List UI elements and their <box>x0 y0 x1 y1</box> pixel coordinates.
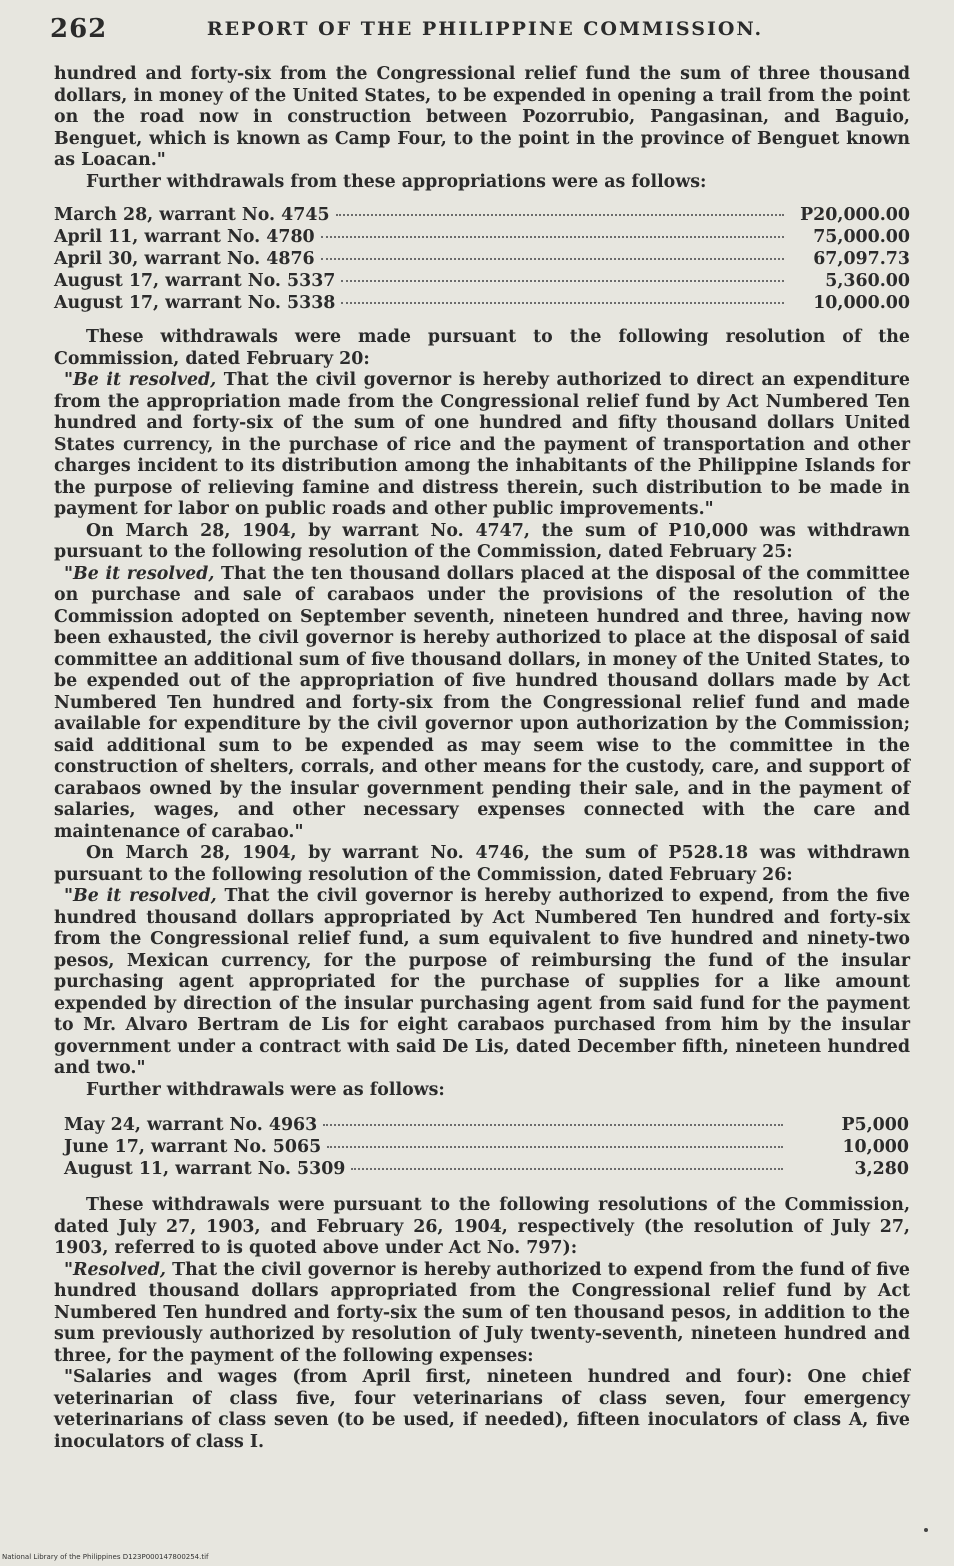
dot-leader <box>327 1146 783 1148</box>
row-amount: 75,000.00 <box>813 227 910 247</box>
paragraph: hundred and forty-six from the Congressional relief fund the sum of three thousand dollars, in money of the United States, to be expended in opening a trail from the point on the road now in construction between Pozorrubio, Pangasinan, and Baguio, Benguet, which is known as Camp Four, to the point in the province of Benguet known as Loacan." <box>54 64 910 170</box>
resolution-text: That the civil governor is hereby authorized to expend from the fund of five hundred thousand dollars appropriated from the Congressional relief fund by Act Numbered Ten hundred and forty-six the sum of ten thousand pesos, in addition to the sum previously authorized by resolution of July twenty-seventh, nineteen hundred and three, for the payment of the following expenses: <box>54 1259 910 1366</box>
dot-leader <box>341 280 784 282</box>
row-label: March 28, warrant No. 4745 <box>54 205 330 225</box>
dot-leader <box>351 1168 783 1170</box>
page-number: 262 <box>50 14 108 44</box>
scan-speck <box>924 1528 928 1532</box>
table-row <box>54 271 910 293</box>
row-label: August 17, warrant No. 5337 <box>54 271 336 291</box>
row-amount: P5,000 <box>841 1115 909 1135</box>
row-label: August 11, warrant No. 5309 <box>64 1159 346 1179</box>
resolution-text: That the civil governor is hereby authorized to expend, from the five hundred thousand dollars appropriated by Act Numbered Ten hundred and forty-six from the Congressional relief fund, a sum equivalent to five hundred and ninety-two pesos, Mexican currency, for the purpose of reimbursing the fund of the insular purchasing agent appropriated for the purchase of supplies for a like amount expended by direction of the insular purchasing agent from said fund for the payment to Mr. Alvaro Bertram de Lis for eight carabaos purchased from him by the insular government under a contract with said De Lis, dated December fifth, nineteen hundred and two." <box>54 886 910 1078</box>
resolution-text: That the civil governor is hereby authorized to direct an expenditure from the appropriation made from the Congressional relief fund by Act Numbered Ten hundred and forty-six of the sum of one hundred and fifty thousand dollars United States currency, in the purchase of rice and the payment of transportation and other charges incident to its distribution among the inhabitants of the Philippine Islands for the purpose of relieving famine and distress therein, such distribution to be made in payment for labor on public roads and other public improvements." <box>54 370 910 519</box>
resolution-quote <box>54 886 910 1080</box>
running-head: REPORT OF THE PHILIPPINE COMMISSION. <box>206 18 764 40</box>
row-label: May 24, warrant No. 4963 <box>64 1115 318 1135</box>
table-row <box>54 293 910 315</box>
resolution-quote <box>54 564 910 844</box>
row-amount: 10,000.00 <box>813 293 910 313</box>
scan-footer: National Library of the Philippines D123P000147800254.tif <box>2 1553 209 1561</box>
table-row <box>54 205 910 227</box>
resolution-lead: "Resolved, <box>64 1259 166 1280</box>
row-amount: 3,280 <box>854 1159 909 1179</box>
row-label: August 17, warrant No. 5338 <box>54 293 336 313</box>
paragraph: On March 28, 1904, by warrant No. 4747, the sum of P10,000 was withdrawn pursuant to the following resolution of the Commission, dated February 25: <box>54 520 910 562</box>
row-amount: 10,000 <box>842 1137 909 1157</box>
paragraph: On March 28, 1904, by warrant No. 4746, the sum of P528.18 was withdrawn pursuant to the following resolution of the Commission, dated February 26: <box>54 843 910 885</box>
table-row <box>64 1159 909 1181</box>
paragraph: "Salaries and wages (from April first, nineteen hundred and four): One chief veterinarian of class five, four veterinarians of class seven, four emergency veterinarians of class seven (to be used, if needed), fifteen inoculators of class A, five inoculators of class I. <box>54 1367 910 1452</box>
resolution-quote <box>54 370 910 521</box>
table-row <box>64 1137 909 1159</box>
table-row <box>54 227 910 249</box>
resolution-lead: "Be it resolved, <box>64 886 217 906</box>
row-label: June 17, warrant No. 5065 <box>64 1137 322 1157</box>
withdrawals-table-1 <box>54 205 910 315</box>
page-header <box>50 14 920 46</box>
row-amount: P20,000.00 <box>800 205 910 225</box>
dot-leader <box>321 236 784 238</box>
withdrawals-table-2 <box>64 1115 909 1181</box>
row-label: April 30, warrant No. 4876 <box>54 249 315 269</box>
paragraph: These withdrawals were pursuant to the following resolutions of the Commission, dated July 27, 1903, and February 26, 1904, respectively (the resolution of July 27, 1903, referred to is quoted above under Act No. 797): <box>54 1195 910 1258</box>
resolution-lead: "Be it resolved, <box>64 370 217 390</box>
table-row <box>64 1115 909 1137</box>
row-label: April 11, warrant No. 4780 <box>54 227 315 247</box>
resolution-text: That the ten thousand dollars placed at the disposal of the committee on purchase and sale of carabaos under the provisions of the resolution of the Commission adopted on September seventh, nineteen hundred and three, having now been exhausted, the civil governor is hereby authorized to place at the disposal of said committee an additional sum of five thousand dollars, in money of the United States, to be expended out of the appropriation of five hundred thousand dollars made by Act Numbered Ten hundred and forty-six from the Congressional relief fund and made available for expenditure by the civil governor upon authorization by the Commission; said additional sum to be expended as may seem wise to the committee in the construction of shelters, corrals, and other means for the custody, care, and support of carabaos owned by the insular government pending their sale, and in the payment of salaries, wages, and other necessary expenses connected with the care and maintenance of carabao." <box>54 563 910 842</box>
row-amount: 5,360.00 <box>825 271 910 291</box>
resolution-quote <box>54 1260 910 1368</box>
dot-leader <box>336 214 784 216</box>
dot-leader <box>341 302 784 304</box>
paragraph: Further withdrawals were as follows: <box>86 1079 445 1100</box>
row-amount: 67,097.73 <box>813 249 910 269</box>
page-body <box>54 64 910 1453</box>
paragraph: These withdrawals were made pursuant to the following resolution of the Commission, dated February 20: <box>54 327 910 369</box>
dot-leader <box>323 1124 783 1126</box>
paragraph: Further withdrawals from these appropriations were as follows: <box>86 171 707 192</box>
resolution-lead: "Be it resolved, <box>64 563 215 584</box>
table-row <box>54 249 910 271</box>
dot-leader <box>321 258 784 260</box>
